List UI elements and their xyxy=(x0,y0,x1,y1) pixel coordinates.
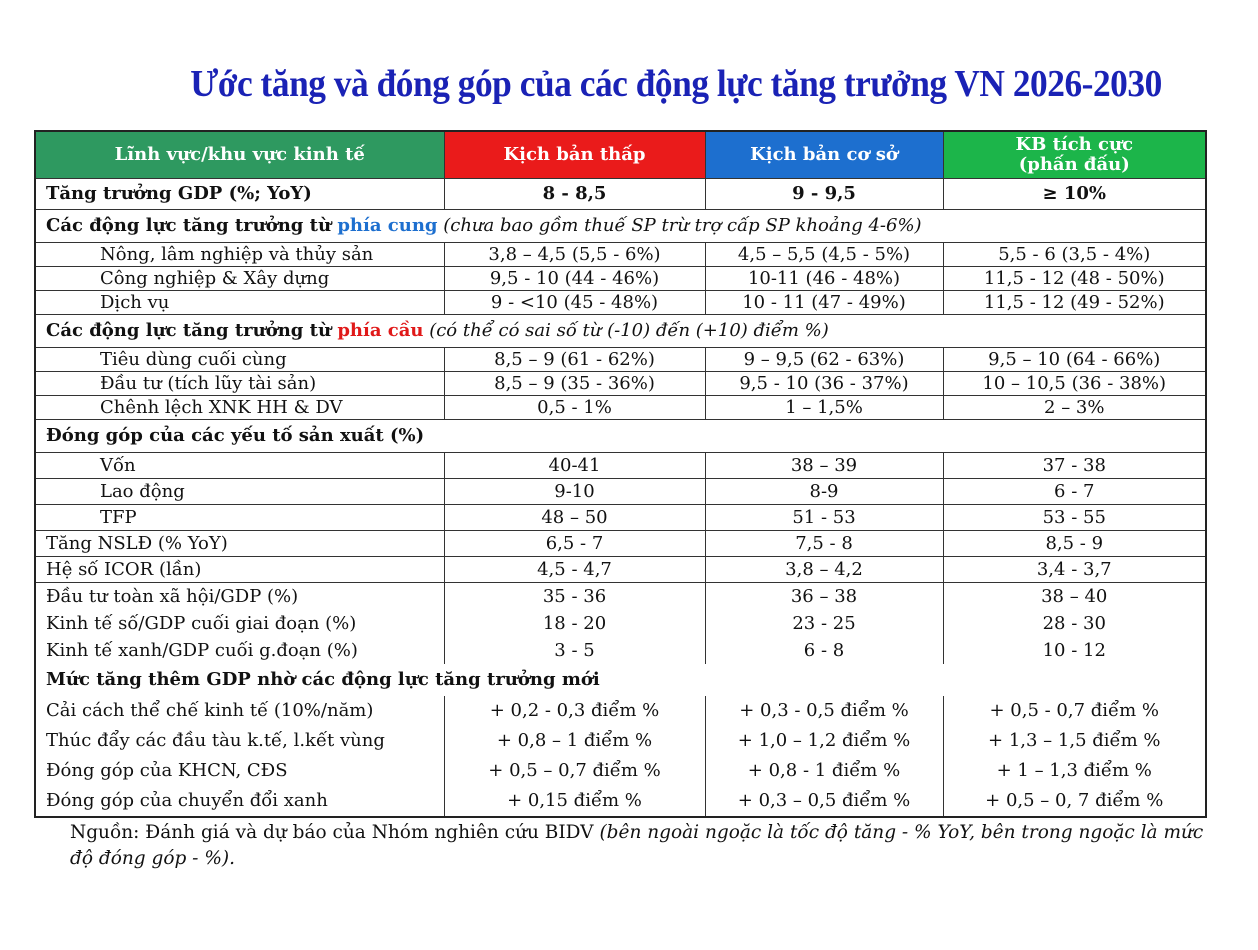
cell-positive: 8,5 - 9 xyxy=(943,531,1206,557)
table-row xyxy=(35,726,1206,756)
header-positive-line1: KB tích cực xyxy=(1015,134,1134,155)
cell-base: 10 - 11 (47 - 49%) xyxy=(705,291,943,315)
cell-positive: 2 – 3% xyxy=(943,396,1206,420)
cell-low: 8,5 – 9 (61 - 62%) xyxy=(444,348,705,372)
source-note xyxy=(70,820,1220,872)
row-label: Thúc đẩy các đầu tàu k.tế, l.kết vùng xyxy=(35,726,444,756)
row-label: Kinh tế số/GDP cuối giai đoạn (%) xyxy=(35,610,444,637)
row-label: Vốn xyxy=(35,453,444,479)
cell-base: 1 – 1,5% xyxy=(705,396,943,420)
table-row xyxy=(35,267,1206,291)
header-positive-scenario xyxy=(943,131,1206,179)
row-label: Hệ số ICOR (lần) xyxy=(35,557,444,583)
cell-positive: 10 – 10,5 (36 - 38%) xyxy=(943,372,1206,396)
table-row xyxy=(35,396,1206,420)
cell-positive: + 0,5 – 0, 7 điểm % xyxy=(943,786,1206,817)
cell-low: + 0,5 – 0,7 điểm % xyxy=(444,756,705,786)
demand-section-heading: Các động lực tăng trưởng từ phía cầu (có thể có sai số từ (-10) đến (+10) điểm %) xyxy=(35,315,1206,348)
cell-positive: 9,5 – 10 (64 - 66%) xyxy=(943,348,1206,372)
row-label: Cải cách thể chế kinh tế (10%/năm) xyxy=(35,696,444,726)
gdp-low: 8 - 8,5 xyxy=(444,179,705,210)
cell-base: 6 - 8 xyxy=(705,637,943,664)
cell-low: 35 - 36 xyxy=(444,583,705,611)
table-row xyxy=(35,786,1206,817)
header-low-scenario: Kịch bản thấp xyxy=(444,131,705,179)
header-sector: Lĩnh vực/khu vực kinh tế xyxy=(35,131,444,179)
cell-positive: 28 - 30 xyxy=(943,610,1206,637)
cell-base: 3,8 – 4,2 xyxy=(705,557,943,583)
table-row xyxy=(35,479,1206,505)
cell-low: + 0,15 điểm % xyxy=(444,786,705,817)
cell-low: 40-41 xyxy=(444,453,705,479)
demand-section-row xyxy=(35,315,1206,348)
factors-section-heading: Đóng góp của các yếu tố sản xuất (%) xyxy=(35,420,1206,453)
cell-base: 38 – 39 xyxy=(705,453,943,479)
header-positive-line2: (phấn đấu) xyxy=(1018,154,1130,175)
row-label: Đầu tư toàn xã hội/GDP (%) xyxy=(35,583,444,611)
gdp-base: 9 - 9,5 xyxy=(705,179,943,210)
cell-low: 8,5 – 9 (35 - 36%) xyxy=(444,372,705,396)
table-row xyxy=(35,372,1206,396)
table-row xyxy=(35,637,1206,664)
newdrivers-section-row xyxy=(35,664,1206,696)
cell-positive: 11,5 - 12 (48 - 50%) xyxy=(943,267,1206,291)
row-label: Lao động xyxy=(35,479,444,505)
gdp-label: Tăng trưởng GDP (%; YoY) xyxy=(35,179,444,210)
cell-positive: 11,5 - 12 (49 - 52%) xyxy=(943,291,1206,315)
source-text: Nguồn: Đánh giá và dự báo của Nhóm nghiên cứu BIDV xyxy=(70,822,600,843)
cell-low: + 0,2 - 0,3 điểm % xyxy=(444,696,705,726)
supply-section-heading: Các động lực tăng trưởng từ phía cung (chưa bao gồm thuế SP trừ trợ cấp SP khoảng 4-6%) xyxy=(35,210,1206,243)
row-label: Tiêu dùng cuối cùng xyxy=(35,348,444,372)
cell-positive: 6 - 7 xyxy=(943,479,1206,505)
cell-base: 9 – 9,5 (62 - 63%) xyxy=(705,348,943,372)
table-row xyxy=(35,696,1206,726)
gdp-positive: ≥ 10% xyxy=(943,179,1206,210)
table-row xyxy=(35,531,1206,557)
row-label: Kinh tế xanh/GDP cuối g.đoạn (%) xyxy=(35,637,444,664)
row-label: Chênh lệch XNK HH & DV xyxy=(35,396,444,420)
supply-section-row xyxy=(35,210,1206,243)
growth-drivers-table xyxy=(34,130,1207,818)
row-label: TFP xyxy=(35,505,444,531)
factors-section-row xyxy=(35,420,1206,453)
cell-positive: 37 - 38 xyxy=(943,453,1206,479)
row-label: Nông, lâm nghiệp và thủy sản xyxy=(35,243,444,267)
row-label: Đầu tư (tích lũy tài sản) xyxy=(35,372,444,396)
row-label: Công nghiệp & Xây dựng xyxy=(35,267,444,291)
row-label: Đóng góp của chuyển đổi xanh xyxy=(35,786,444,817)
gdp-row xyxy=(35,179,1206,210)
page-title: Ước tăng và đóng góp của các động lực tăng trưởng VN 2026-2030 xyxy=(190,63,1162,105)
cell-positive: 38 – 40 xyxy=(943,583,1206,611)
table-row xyxy=(35,505,1206,531)
table-row xyxy=(35,583,1206,611)
table-row xyxy=(35,243,1206,267)
cell-low: 3 - 5 xyxy=(444,637,705,664)
cell-positive: + 1 – 1,3 điểm % xyxy=(943,756,1206,786)
cell-base: + 1,0 – 1,2 điểm % xyxy=(705,726,943,756)
cell-base: 8-9 xyxy=(705,479,943,505)
cell-base: + 0,3 - 0,5 điểm % xyxy=(705,696,943,726)
table-row xyxy=(35,348,1206,372)
cell-low: 4,5 - 4,7 xyxy=(444,557,705,583)
row-label: Đóng góp của KHCN, CĐS xyxy=(35,756,444,786)
header-row xyxy=(35,131,1206,179)
cell-low: 48 – 50 xyxy=(444,505,705,531)
table-row xyxy=(35,557,1206,583)
cell-base: 23 - 25 xyxy=(705,610,943,637)
cell-low: 0,5 - 1% xyxy=(444,396,705,420)
cell-low: 9,5 - 10 (44 - 46%) xyxy=(444,267,705,291)
cell-base: + 0,8 - 1 điểm % xyxy=(705,756,943,786)
cell-base: 51 - 53 xyxy=(705,505,943,531)
cell-base: 36 – 38 xyxy=(705,583,943,611)
cell-low: + 0,8 – 1 điểm % xyxy=(444,726,705,756)
cell-positive: + 0,5 - 0,7 điểm % xyxy=(943,696,1206,726)
newdrivers-section-heading: Mức tăng thêm GDP nhờ các động lực tăng trưởng mới xyxy=(35,664,1206,696)
cell-base: 4,5 – 5,5 (4,5 - 5%) xyxy=(705,243,943,267)
cell-positive: 3,4 - 3,7 xyxy=(943,557,1206,583)
cell-low: 18 - 20 xyxy=(444,610,705,637)
cell-positive: 53 - 55 xyxy=(943,505,1206,531)
cell-positive: + 1,3 – 1,5 điểm % xyxy=(943,726,1206,756)
cell-low: 9 - <10 (45 - 48%) xyxy=(444,291,705,315)
cell-positive: 10 - 12 xyxy=(943,637,1206,664)
cell-base: 10-11 (46 - 48%) xyxy=(705,267,943,291)
cell-base: + 0,3 – 0,5 điểm % xyxy=(705,786,943,817)
table-row xyxy=(35,453,1206,479)
header-base-scenario: Kịch bản cơ sở xyxy=(705,131,943,179)
table-row xyxy=(35,756,1206,786)
row-label: Tăng NSLĐ (% YoY) xyxy=(35,531,444,557)
table-row xyxy=(35,610,1206,637)
cell-low: 6,5 - 7 xyxy=(444,531,705,557)
cell-low: 3,8 – 4,5 (5,5 - 6%) xyxy=(444,243,705,267)
row-label: Dịch vụ xyxy=(35,291,444,315)
cell-positive: 5,5 - 6 (3,5 - 4%) xyxy=(943,243,1206,267)
cell-low: 9-10 xyxy=(444,479,705,505)
cell-base: 7,5 - 8 xyxy=(705,531,943,557)
table-row xyxy=(35,291,1206,315)
source-italic-note: (bên ngoài ngoặc là tốc độ tăng - % YoY, bên trong ngoặc là mức độ đóng góp - %). xyxy=(70,822,1204,869)
cell-base: 9,5 - 10 (36 - 37%) xyxy=(705,372,943,396)
